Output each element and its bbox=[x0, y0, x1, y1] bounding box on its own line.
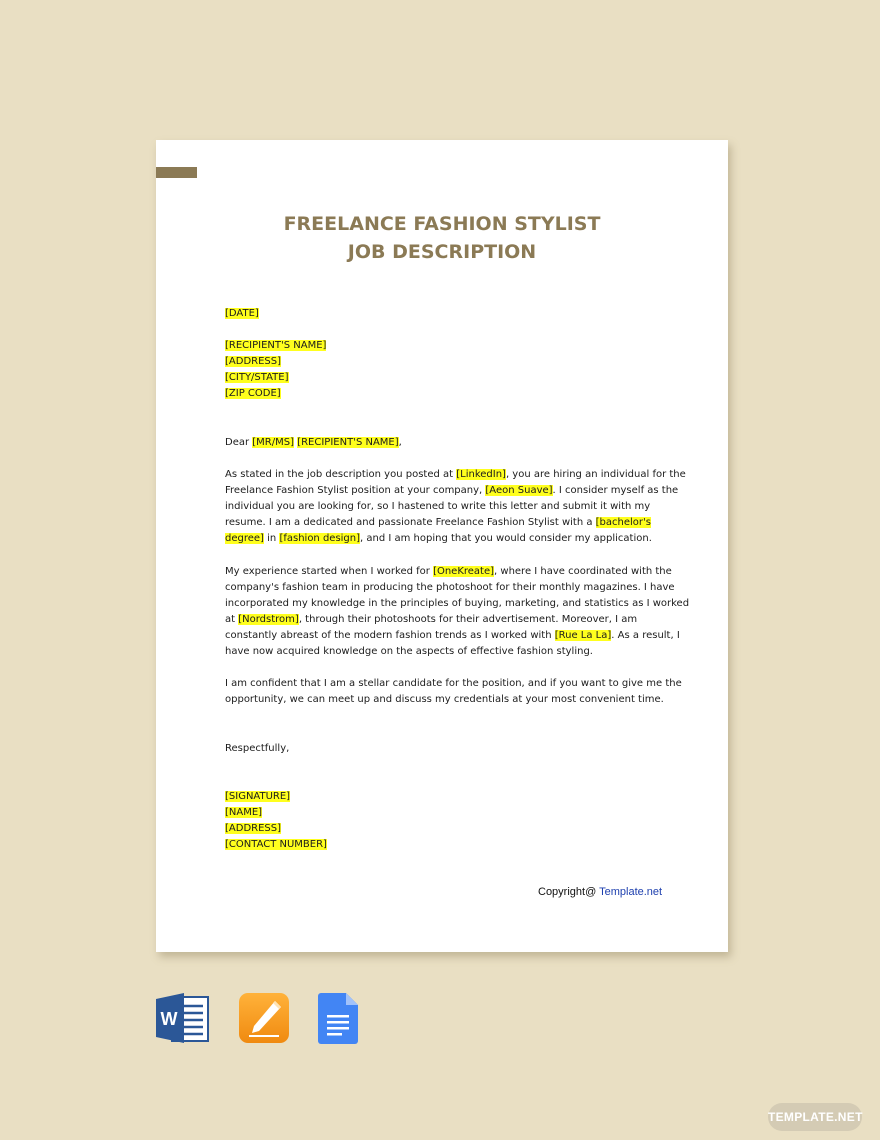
template-net-watermark: TEMPLATE.NET bbox=[768, 1103, 862, 1131]
degree-placeholder-cont: degree] bbox=[225, 533, 264, 545]
title-line-2: JOB DESCRIPTION bbox=[347, 241, 537, 263]
zip-placeholder: [ZIP CODE] bbox=[225, 388, 281, 400]
company-placeholder: [Aeon Suave] bbox=[485, 485, 553, 497]
p2-text: constantly abreast of the modern fashion trends as I worked with bbox=[225, 629, 555, 641]
p2-text: , where I have coordinated with the bbox=[494, 565, 672, 577]
sender-name-placeholder: [NAME] bbox=[225, 806, 263, 818]
paragraph-1 bbox=[225, 467, 686, 547]
recipient-name-line bbox=[225, 338, 665, 354]
signature-line bbox=[225, 789, 665, 805]
employer-2-placeholder: [Nordstrom] bbox=[238, 613, 299, 625]
document-page bbox=[156, 140, 728, 952]
recipient-name-placeholder: [RECIPIENT'S NAME] bbox=[225, 340, 327, 352]
city-state-line bbox=[225, 370, 665, 386]
p1-text: in bbox=[263, 533, 280, 545]
salutation-comma: , bbox=[398, 436, 402, 448]
employer-placeholder: [OneKreate] bbox=[433, 565, 495, 577]
date-placeholder: [DATE] bbox=[225, 308, 259, 319]
sender-address-placeholder: [ADDRESS] bbox=[225, 823, 282, 834]
letter-body bbox=[225, 306, 690, 853]
p2-text: at bbox=[225, 613, 239, 625]
p3-text: opportunity, we can meet up and discuss my credentials at your most convenient time. bbox=[225, 694, 664, 706]
employer-3-placeholder: [Rue La La] bbox=[554, 629, 612, 641]
salutation-title-placeholder: [MR/MS] bbox=[252, 436, 295, 448]
p1-text: Freelance Fashion Stylist position at your company, bbox=[225, 485, 486, 497]
zip-line bbox=[225, 386, 665, 402]
p2-text: , through their photoshoots for their advertisement. Moreover, I am bbox=[298, 613, 638, 625]
degree-placeholder: [bachelor's bbox=[595, 517, 651, 529]
salutation bbox=[225, 435, 665, 451]
salutation-dear: Dear bbox=[225, 436, 253, 448]
signature-placeholder: [SIGNATURE] bbox=[225, 790, 291, 802]
google-docs-icon[interactable] bbox=[318, 993, 360, 1050]
p1-text: . I consider myself as the bbox=[552, 485, 679, 497]
contact-number-placeholder: [CONTACT NUMBER] bbox=[225, 839, 327, 851]
p2-text: have now acquired knowledge on the aspects of effective fashion styling. bbox=[225, 645, 593, 657]
p1-text: individual you are looking for, so I hastened to write this letter and submit it with my bbox=[225, 501, 651, 513]
format-icons bbox=[156, 993, 366, 1045]
salutation-name-placeholder: [RECIPIENT'S NAME] bbox=[297, 436, 399, 448]
copyright-prefix: Copyright@ bbox=[538, 886, 600, 898]
closing: Respectfully, bbox=[225, 742, 290, 754]
field-placeholder: [fashion design] bbox=[279, 533, 361, 545]
copyright-notice bbox=[538, 886, 662, 898]
paragraph-3 bbox=[225, 676, 682, 708]
accent-bar bbox=[156, 167, 197, 178]
p1-text: , and I am hoping that you would consider my application. bbox=[360, 533, 652, 545]
linkedin-placeholder: [LinkedIn] bbox=[456, 468, 506, 480]
p2-text: company's fashion team in producing the photoshoot for their monthly magazines. I have bbox=[225, 581, 675, 593]
date-line bbox=[225, 306, 665, 322]
paragraph-2 bbox=[225, 564, 690, 661]
p1-text: resume. I am a dedicated and passionate Freelance Fashion Stylist with a bbox=[225, 517, 596, 529]
word-icon-letter: W bbox=[160, 1009, 178, 1029]
address-placeholder: [ADDRESS] bbox=[225, 356, 282, 368]
sender-name-line bbox=[225, 805, 665, 821]
city-state-placeholder: [CITY/STATE] bbox=[225, 372, 289, 384]
p1-text: , you are hiring an individual for the bbox=[505, 468, 686, 480]
address-line bbox=[225, 354, 665, 370]
pages-icon[interactable] bbox=[239, 993, 291, 1050]
sender-address-line bbox=[225, 821, 665, 837]
title-line-1: FREELANCE FASHION STYLIST bbox=[283, 213, 601, 235]
p2-text: My experience started when I worked for bbox=[225, 565, 434, 577]
contact-number-line bbox=[225, 837, 665, 853]
p2-text: . As a result, I bbox=[611, 629, 680, 641]
p3-text: I am confident that I am a stellar candidate for the position, and if you want to give me the bbox=[225, 678, 682, 690]
document-title bbox=[156, 210, 728, 266]
copyright-link[interactable]: Template.net bbox=[599, 886, 663, 898]
p2-text: incorporated my knowledge in the principles of buying, marketing, and statistics as I worked bbox=[225, 597, 690, 609]
p1-text: As stated in the job description you posted at bbox=[225, 468, 457, 480]
word-icon[interactable] bbox=[156, 993, 210, 1048]
